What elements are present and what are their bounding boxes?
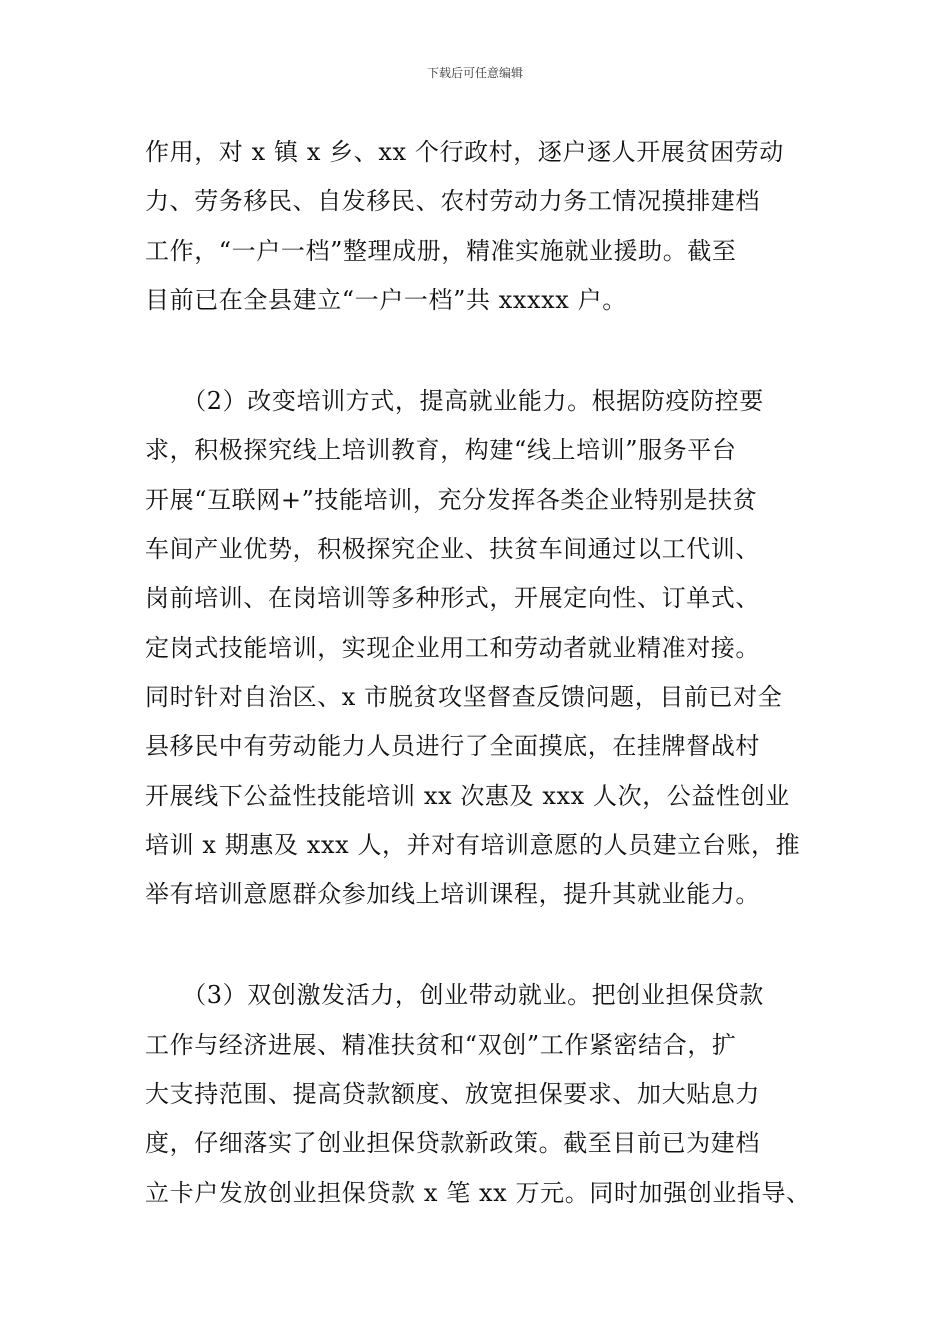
text-line: 车间产业优势，积极探究企业、扶贫车间通过以工代训、 [145,535,760,564]
text-line: 作用，对 x 镇 x 乡、xx 个行政村，逐户逐人开展贫困劳动 [145,138,784,166]
text-line: 举有培训意愿群众参加线上培训课程，提升其就业能力。 [145,880,760,909]
text-line: 力、劳务移民、自发移民、农村劳动力务工情况摸排建档 [145,187,760,216]
text-line: 同时针对自治区、x 市脱贫攻坚督查反馈问题，目前已对全 [145,682,783,711]
text-line: （2）改变培训方式，提高就业能力。根据防疫防控要 [145,387,764,416]
text-line: 开展“互联网+”技能培训，充分发挥各类企业特别是扶贫 [145,485,758,514]
text-line: （3）双创激发活力，创业带动就业。把创业担保贷款 [145,981,764,1010]
page-header: 下载后可任意编辑 [426,66,523,80]
text-line: 定岗式技能培训，实现企业用工和劳动者就业精准对接。 [145,633,760,662]
paragraph-3 [145,971,825,1217]
text-line: 工作与经济进展、精准扶贫和“双创”工作紧密结合，扩 [145,1030,737,1059]
text-line: 培训 x 期惠及 xxx 人，并对有培训意愿的人员建立台账，推 [145,830,801,859]
paragraph-spacer [145,919,825,971]
text-line: 工作，“一户一档”整理成册，精准实施就业援助。截至 [145,236,737,265]
paragraph-spacer [145,325,825,377]
paragraph-1 [145,128,825,325]
text-line: 县移民中有劳动能力人员进行了全面摸底，在挂牌督战村 [145,732,760,761]
paragraph-2 [145,377,825,919]
document-body [145,128,825,1218]
text-line: 开展线下公益性技能培训 xx 次惠及 xxx 人次，公益性创业 [145,781,790,810]
text-line: 岗前培训、在岗培训等多种形式，开展定向性、订单式、 [145,584,760,613]
text-line: 目前已在全县建立“一户一档”共 xxxxx 户。 [145,285,627,314]
text-line: 立卡户发放创业担保贷款 x 笔 xx 万元。同时加强创业指导、 [145,1178,811,1207]
text-line: 大支持范围、提高贷款额度、放宽担保要求、加大贴息力 [145,1080,760,1109]
text-line: 求，积极探究线上培训教育，构建“线上培训”服务平台 [145,436,737,465]
text-line: 度，仔细落实了创业担保贷款新政策。截至目前已为建档 [145,1129,760,1158]
